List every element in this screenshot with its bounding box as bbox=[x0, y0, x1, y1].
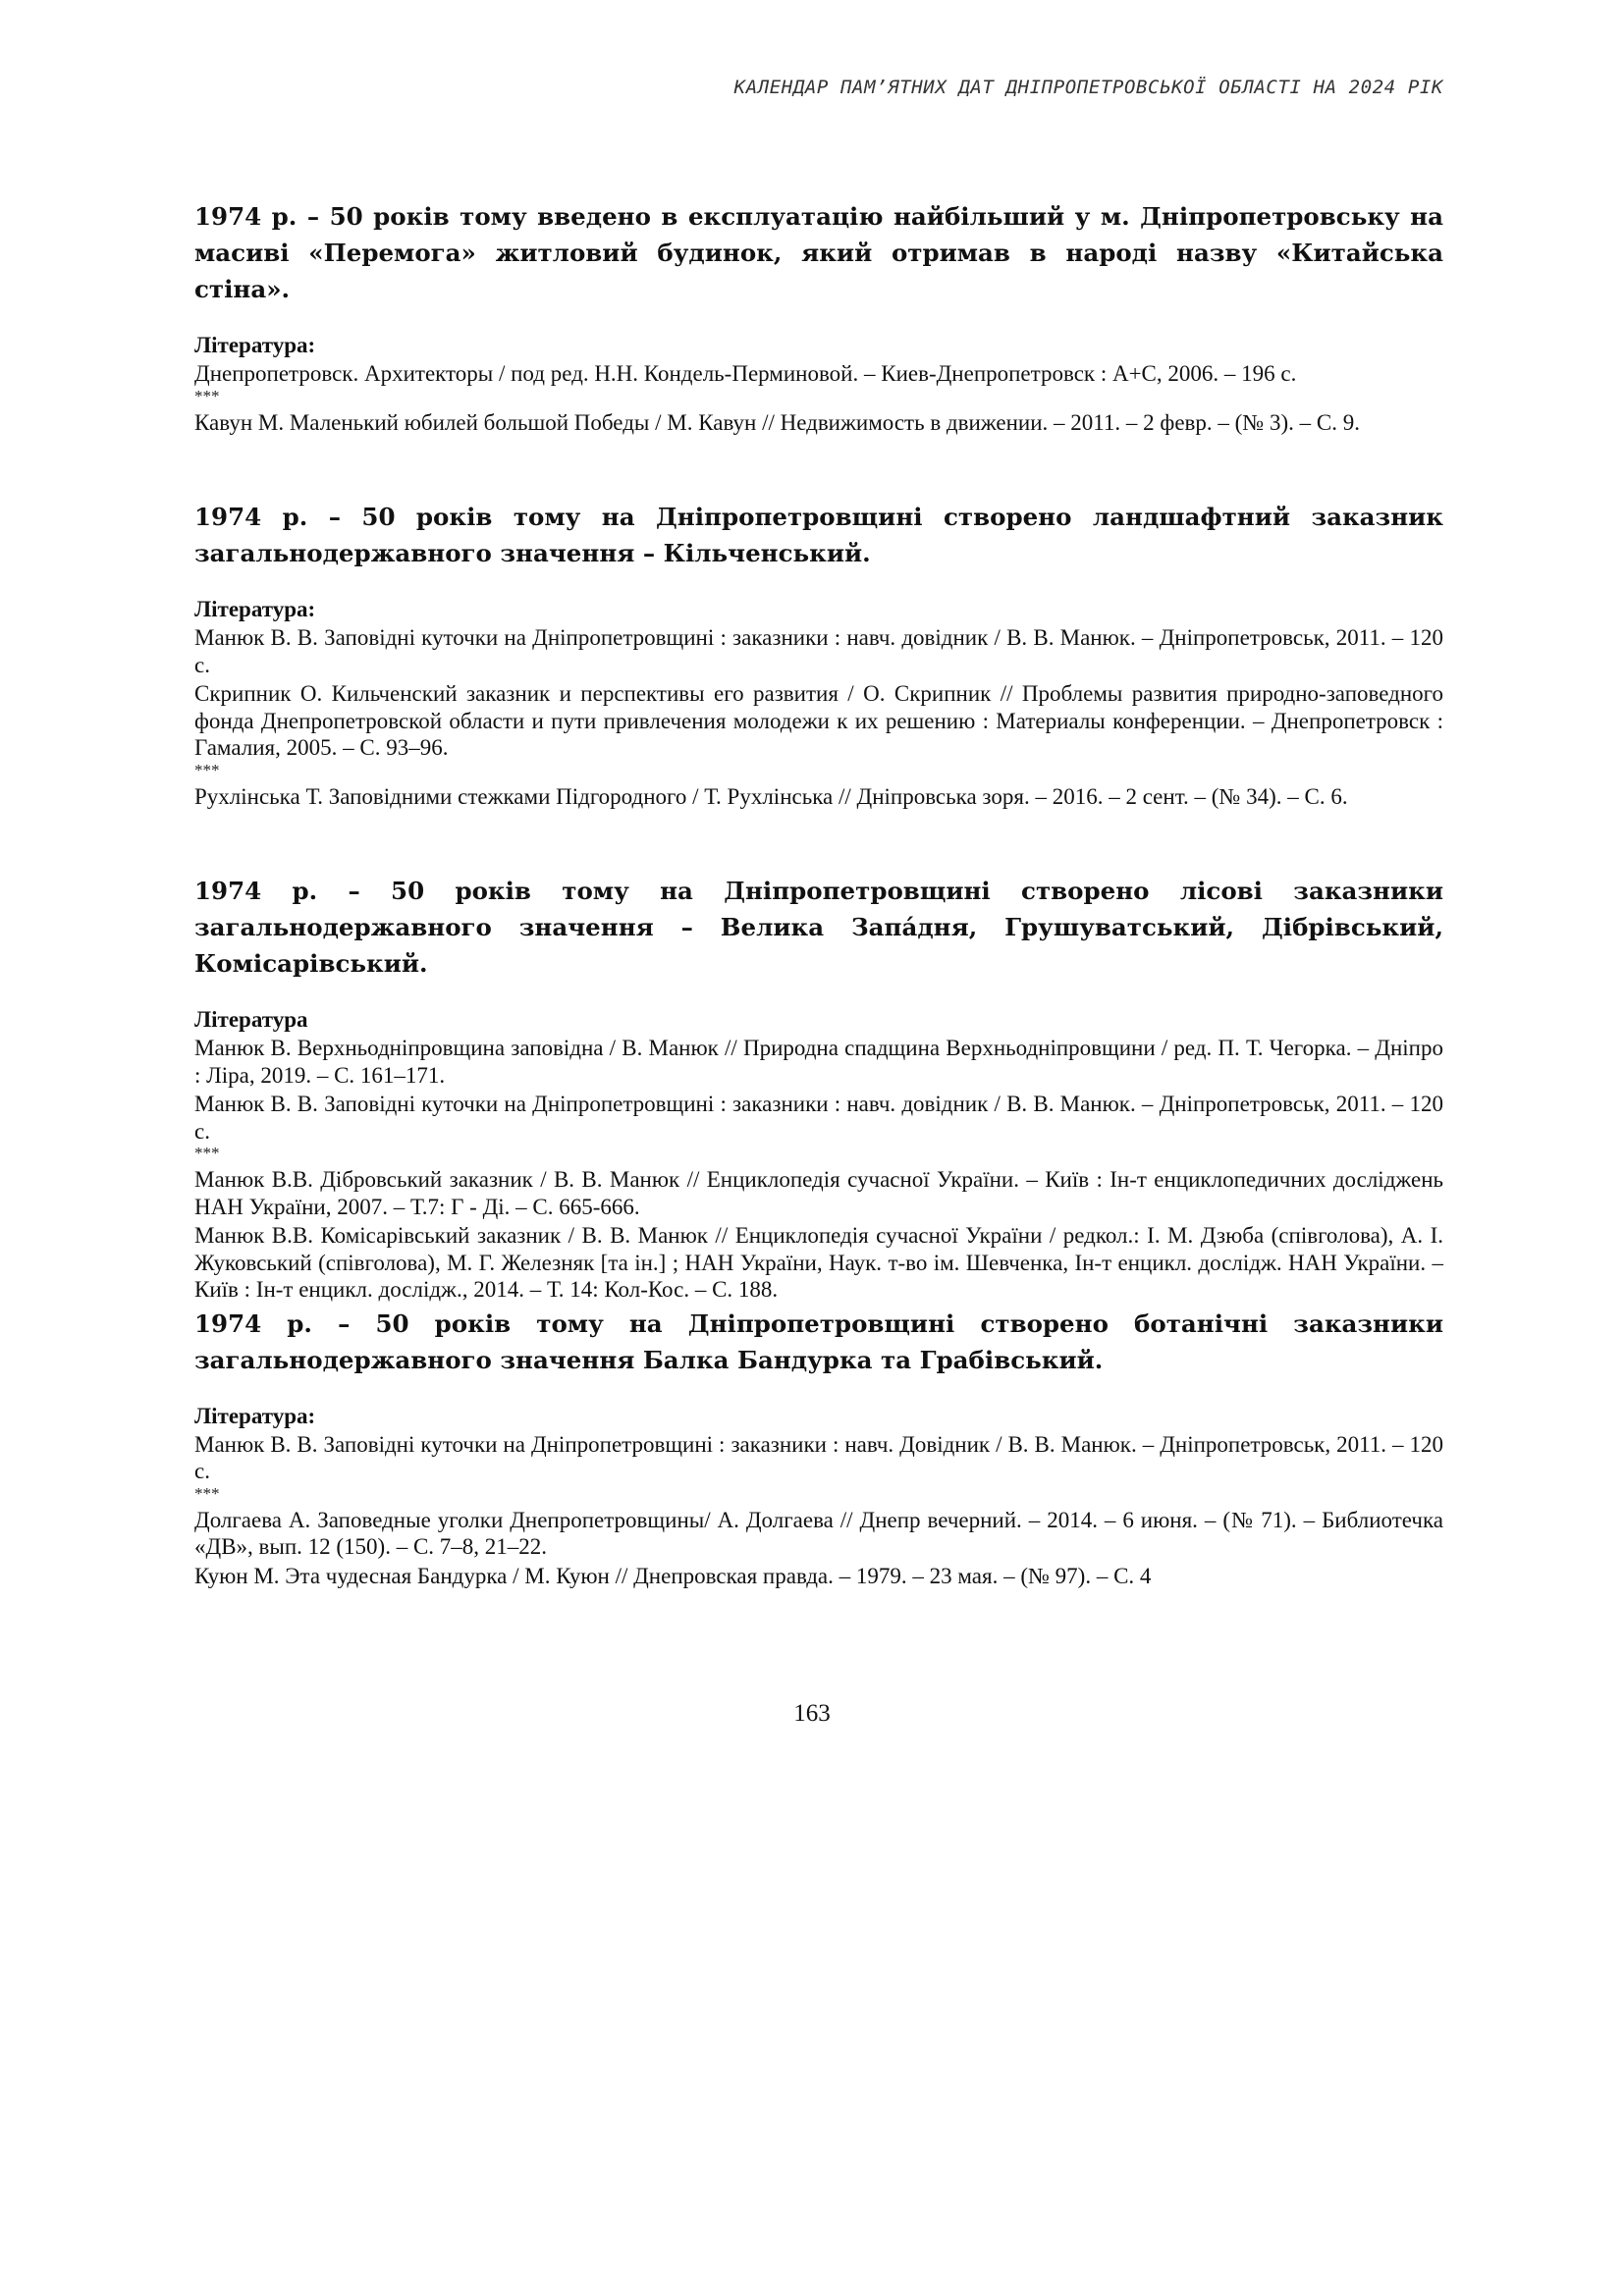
bibliography-entry: Рухлінська Т. Заповідними стежками Підгородного / Т. Рухлінська // Дніпровська зоря. – 2016. – 2 сент. – (№ 34). – С. 6. bbox=[194, 783, 1348, 809]
event-1 bbox=[194, 0, 1443, 436]
event-heading: 1974 р. – 50 років тому введено в експлуатацію найбільший у м. Дніпропетровську на масиві «Перемога» житловий будинок, який отримав в народі назву «Китайська стіна». bbox=[194, 202, 1443, 303]
literature-label: Література: bbox=[194, 1403, 316, 1428]
bibliography-entry: Манюк В. В. Заповідні куточки на Дніпропетровщині : заказники : навч. Довідник / В. В. Манюк. – Дніпропетровськ, 2011. – 120 с. bbox=[194, 1431, 1443, 1483]
bibliography-entry: Манюк В.В. Комісарівський заказник / В. В. Манюк // Енциклопедія сучасної України / редкол.: І. М. Дзюба (співголова), А. І. Жуковський (співголова), М. Г. Железняк [та ін.] ; НАН України, Наук. т-во ім. Шевченка, Ін-т енцикл. дослідж. НАН України. – Київ : Ін-т енцикл. дослідж., 2014. – Т. 14: Кол-Кос. – С. 188. bbox=[194, 1223, 1443, 1302]
bibliography-entry: Долгаева А. Заповедные уголки Днепропетровщины/ А. Долгаева // Днепр вечерний. – 2014. – 6 июня. – (№ 71). – Библиотечка «ДВ», вып. 12 (150). – С. 7–8, 21–22. bbox=[194, 1507, 1443, 1559]
separator-stars: *** bbox=[194, 386, 220, 405]
bibliography-entry: Манюк В.В. Дібровський заказник / В. В. Манюк // Енциклопедія сучасної України. – Київ : Ін-т енциклопедичних досліджень НАН України, 2007. – Т.7: Г - Ді. – С. 665-666. bbox=[194, 1167, 1443, 1219]
event-heading: 1974 р. – 50 років тому на Дніпропетровщині створено ботанічні заказники загальнодержавного значення Балка Бандурка та Грабівський. bbox=[194, 1308, 1443, 1374]
event-heading: 1974 р. – 50 років тому на Дніпропетровщині створено лісові заказники загальнодержавного значення – Велика Запáдня, Грушуватський, Дібрівський, Комісарівський. bbox=[194, 877, 1443, 978]
bibliography-entry: Днепропетровск. Архитекторы / под ред. Н.Н. Кондель-Перминовой. – Киев-Днепропетровск : А+С, 2006. – 196 с. bbox=[194, 361, 1297, 386]
bibliography-entry: Манюк В. В. Заповідні куточки на Дніпропетровщині : заказники : навч. довідник / В. В. Манюк. – Дніпропетровськ, 2011. – 120 с. bbox=[194, 625, 1443, 677]
running-head: КАЛЕНДАР ПАМ’ЯТНИХ ДАТ ДНІПРОПЕТРОВСЬКОЇ ОБЛАСТІ НА 2024 РІК bbox=[733, 77, 1443, 98]
event-4 bbox=[194, 1306, 1443, 1590]
bibliography-entry: Скрипник О. Кильченский заказник и перспективы его развития / О. Скрипник // Проблемы развития природно-заповедного фонда Днепропетровской области и пути привлечения молодежи к их решению : Материалы конференции. – Днепропетровск : Гамалия, 2005. – С. 93–96. bbox=[194, 681, 1443, 760]
bibliography-entry: Куюн М. Эта чудесная Бандурка / М. Куюн // Днепровская правда. – 1979. – 23 мая. – (№ 97). – С. 4 bbox=[194, 1563, 1152, 1588]
separator-stars: *** bbox=[194, 760, 220, 779]
separator-stars: *** bbox=[194, 1483, 220, 1503]
event-2 bbox=[194, 499, 1443, 810]
bibliography-entry: Манюк В. Верхньодніпровщина заповідна / В. Манюк // Природна спадщина Верхньодніпровщини / ред. П. Т. Чегорка. – Дніпро : Ліра, 2019. – С. 161–171. bbox=[194, 1036, 1443, 1088]
literature-label: Література: bbox=[194, 597, 316, 621]
separator-stars: *** bbox=[194, 1144, 220, 1162]
literature-label: Література: bbox=[194, 333, 316, 357]
event-heading: 1974 р. – 50 років тому на Дніпропетровщині створено ландшафтний заказник загальнодержавного значення – Кільченський. bbox=[194, 503, 1443, 567]
page-content bbox=[194, 0, 1443, 1591]
literature-label: Література bbox=[194, 1007, 308, 1032]
bibliography-entry: Манюк В. В. Заповідні куточки на Дніпропетровщині : заказники : навч. довідник / В. В. Манюк. – Дніпропетровськ, 2011. – 120 с. bbox=[194, 1092, 1443, 1144]
event-3 bbox=[194, 873, 1443, 1304]
page-number: 163 bbox=[793, 1700, 831, 1727]
bibliography-entry: Кавун М. Маленький юбилей большой Победы / М. Кавун // Недвижимость в движении. – 2011. – 2 февр. – (№ 3). – С. 9. bbox=[194, 409, 1360, 435]
